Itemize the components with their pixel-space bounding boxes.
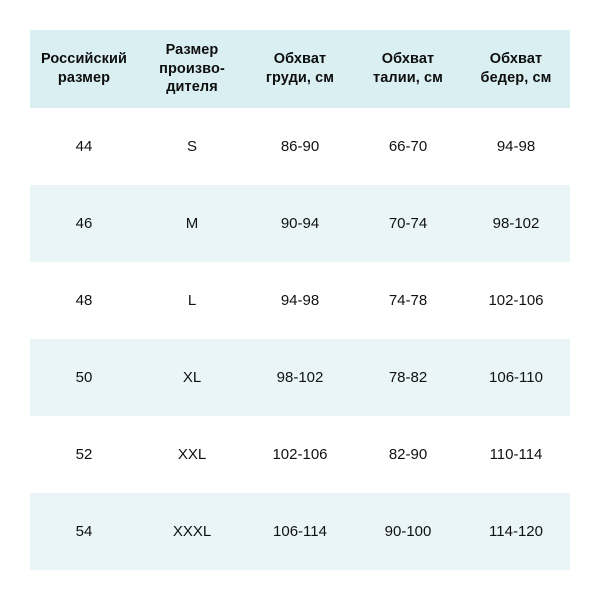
header-line: дителя: [166, 79, 218, 96]
cell-hips: 94-98: [496, 137, 536, 155]
cell-chest: 86-90: [280, 137, 320, 155]
cell-chest: 102-106: [272, 445, 328, 463]
header-line: Обхват: [489, 51, 543, 68]
cell-manufacturer-size: S: [186, 137, 197, 155]
cell-russian-size: 48: [75, 291, 93, 309]
cell-russian-size: 50: [75, 368, 93, 386]
table-row: [30, 339, 570, 416]
table-row: [30, 416, 570, 493]
cell-waist: 90-100: [384, 522, 432, 540]
cell-hips: 106-110: [489, 368, 543, 386]
cell-waist: 70-74: [388, 214, 428, 232]
table-row: [30, 262, 570, 339]
column-header-hips: [462, 30, 570, 108]
header-line: груди, см: [265, 70, 335, 86]
cell-hips: 110-114: [489, 445, 543, 463]
cell-chest: 98-102: [276, 368, 324, 386]
cell-chest: 106-114: [273, 522, 327, 540]
table-row: [30, 493, 570, 570]
header-line: бедер, см: [480, 70, 552, 86]
header-line: Российский: [40, 51, 128, 68]
header-line: произво-: [159, 60, 225, 77]
cell-waist: 66-70: [388, 137, 428, 155]
cell-manufacturer-size: M: [185, 214, 199, 232]
cell-hips: 98-102: [492, 214, 540, 232]
cell-manufacturer-size: XXXL: [172, 522, 212, 540]
header-line: Обхват: [381, 51, 435, 68]
cell-russian-size: 46: [75, 214, 93, 232]
header-line: Обхват: [273, 51, 327, 68]
column-header-manufacturer-size: [138, 30, 246, 108]
table-body: [30, 108, 570, 570]
header-line: размер: [57, 70, 111, 86]
header-line: талии, см: [373, 70, 443, 86]
column-header-chest: [246, 30, 354, 108]
cell-manufacturer-size: XL: [182, 368, 202, 386]
cell-russian-size: 52: [75, 445, 93, 463]
cell-manufacturer-size: L: [187, 291, 197, 309]
table-row: [30, 185, 570, 262]
cell-russian-size: 54: [75, 522, 93, 540]
cell-waist: 82-90: [388, 445, 428, 463]
table-row: [30, 108, 570, 185]
size-chart-table: [30, 30, 570, 570]
cell-hips: 114-120: [489, 522, 543, 540]
cell-manufacturer-size: XXL: [177, 445, 207, 463]
cell-waist: 78-82: [388, 368, 428, 386]
cell-chest: 90-94: [280, 214, 320, 232]
table-header: [30, 30, 570, 108]
column-header-waist: [354, 30, 462, 108]
cell-chest: 94-98: [280, 291, 320, 309]
header-row: [30, 30, 570, 108]
cell-waist: 74-78: [388, 291, 428, 309]
cell-hips: 102-106: [488, 291, 544, 309]
header-line: Размер: [165, 42, 219, 59]
cell-russian-size: 44: [75, 137, 93, 155]
column-header-russian-size: [30, 30, 138, 108]
